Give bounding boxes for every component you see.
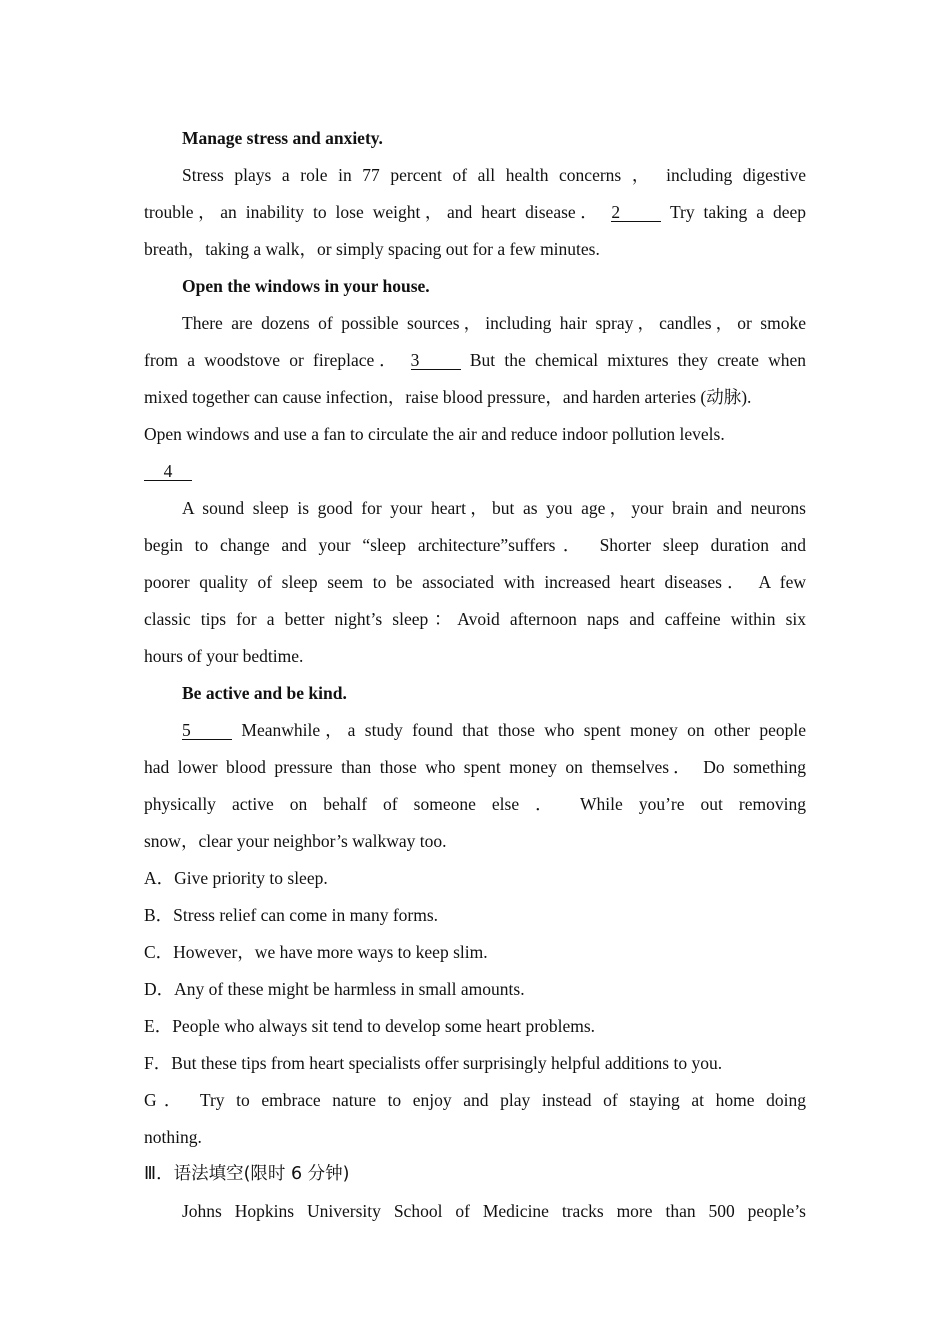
blank-2: 2 bbox=[611, 203, 661, 222]
text-segment: Meanwhile，a study found that those who spent money on other people bbox=[241, 720, 806, 740]
paragraph-line: hours of your bedtime. bbox=[144, 646, 304, 666]
heading-be-active: Be active and be kind. bbox=[182, 683, 347, 703]
section-heading-grammar: Ⅲ．语法填空(限时 6 分钟) bbox=[144, 1164, 350, 1184]
heading-blank-line bbox=[144, 453, 806, 490]
blank-5: 5 bbox=[182, 721, 232, 740]
option-g-continued: nothing. bbox=[144, 1127, 202, 1147]
paragraph-line: Open windows and use a fan to circulate the air and reduce indoor pollution levels. bbox=[144, 424, 725, 444]
text-segment: from a woodstove or fireplace． bbox=[144, 350, 402, 370]
paragraph-line: begin to change and your “sleep architecture”suffers． Shorter sleep duration and bbox=[144, 535, 806, 555]
paragraph-line: had lower blood pressure than those who spent money on themselves． Do something bbox=[144, 757, 806, 777]
paragraph-line: poorer quality of sleep seem to be associated with increased heart diseases． A few bbox=[144, 572, 806, 592]
paragraph-line: snow，clear your neighbor’s walkway too. bbox=[144, 831, 447, 851]
paragraph-line: classic tips for a better night’s sleep：Avoid afternoon naps and caffeine within six bbox=[144, 609, 806, 629]
option-a: A．Give priority to sleep. bbox=[144, 868, 328, 888]
blank-4: 4 bbox=[144, 462, 192, 481]
paragraph-line bbox=[144, 194, 806, 231]
heading-manage-stress: Manage stress and anxiety. bbox=[182, 128, 383, 148]
text-segment: trouble，an inability to lose weight，and heart disease． bbox=[144, 202, 603, 222]
paragraph-line: mixed together can cause infection，raise blood pressure，and harden arteries (动脉). bbox=[144, 387, 752, 407]
paragraph-line: There are dozens of possible sources，including hair spray，candles，or smoke bbox=[182, 313, 806, 333]
option-g: G． Try to embrace nature to enjoy and play instead of staying at home doing bbox=[144, 1090, 806, 1110]
paragraph-line: A sound sleep is good for your heart，but as you age，your brain and neurons bbox=[182, 498, 806, 518]
text-segment: Try taking a deep bbox=[669, 202, 806, 222]
paragraph-line: Johns Hopkins University School of Medicine tracks more than 500 people’s bbox=[182, 1201, 806, 1221]
option-e: E．People who always sit tend to develop some heart problems. bbox=[144, 1016, 596, 1036]
heading-open-windows: Open the windows in your house. bbox=[182, 276, 430, 296]
option-d: D．Any of these might be harmless in small amounts. bbox=[144, 979, 525, 999]
paragraph-line: physically active on behalf of someone else ． While you’re out removing bbox=[144, 794, 806, 814]
text-segment: But the chemical mixtures they create when bbox=[469, 350, 806, 370]
option-b: B．Stress relief can come in many forms. bbox=[144, 905, 439, 925]
paragraph-line: breath，taking a walk，or simply spacing out for a few minutes. bbox=[144, 239, 600, 259]
blank-3: 3 bbox=[411, 351, 461, 370]
paragraph-line bbox=[144, 712, 806, 749]
paragraph-line bbox=[144, 342, 806, 379]
option-f: F．But these tips from heart specialists offer surprisingly helpful additions to you. bbox=[144, 1053, 723, 1073]
document-page bbox=[144, 120, 806, 1230]
paragraph-line: Stress plays a role in 77 percent of all health concerns ， including digestive bbox=[182, 165, 806, 185]
option-c: C．However，we have more ways to keep slim. bbox=[144, 942, 488, 962]
